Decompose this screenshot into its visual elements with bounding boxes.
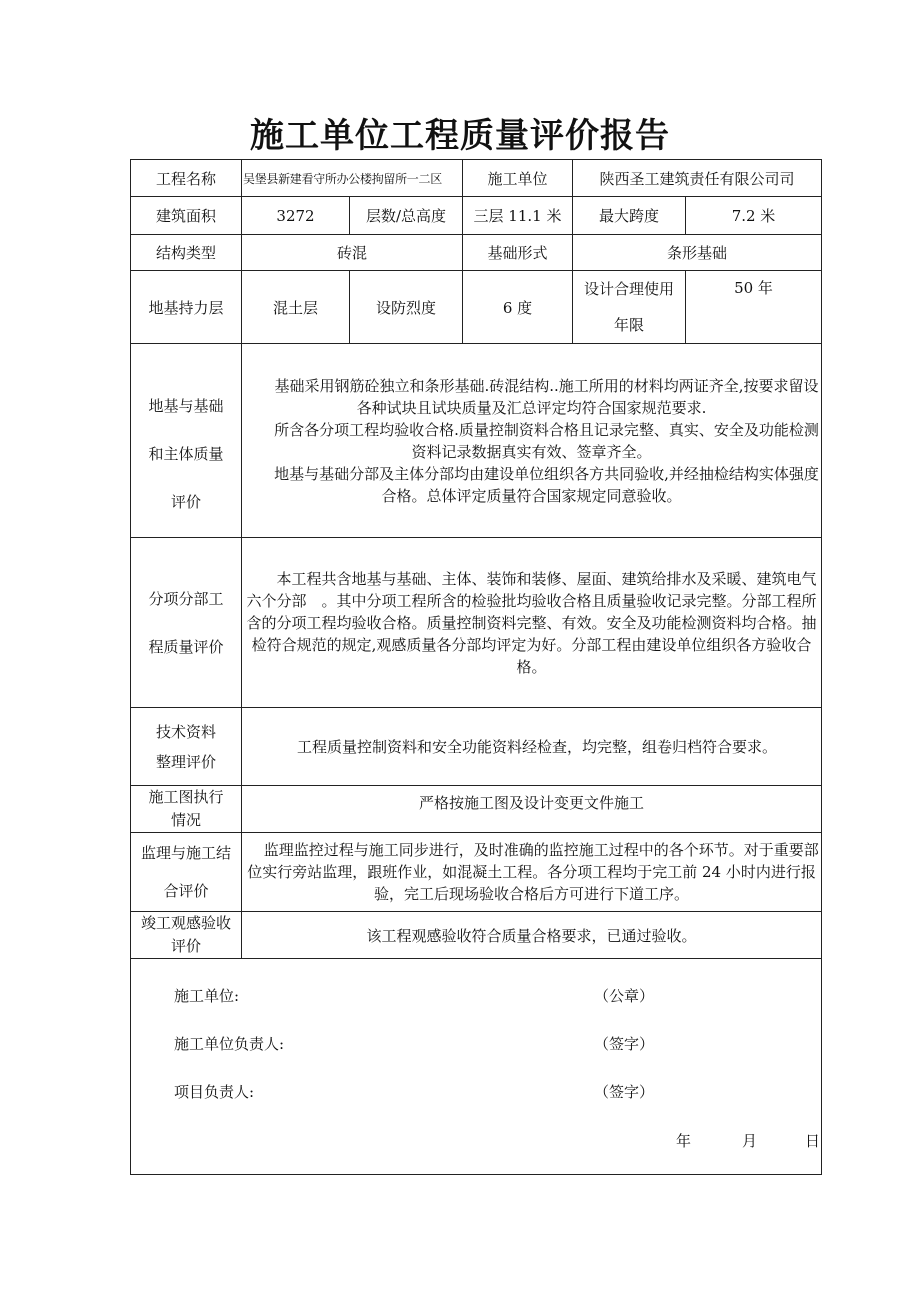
foundation-eval-paragraph: 所含各分项工程均验收合格.质量控制资料合格且记录完整、真实、安全及功能检测资料记录数据真实有效、签章齐全。 [274,420,819,461]
contractor-manager-label: 施工单位负责人: [174,1035,285,1053]
subitem-eval-label [131,538,242,708]
foundation-eval-label-line2: 和主体质量 [148,444,224,463]
area-value: 3272 [242,197,350,235]
contractor-manager-signature: （签字） [594,1035,655,1053]
structure-label: 结构类型 [131,235,242,271]
span-value: 7.2 米 [686,197,822,235]
drawing-exec-label [131,786,242,833]
design-life-label-line1: 设计合理使用 [583,280,674,298]
signature-block [131,959,822,1175]
tech-docs-label-line2: 整理评价 [155,752,216,771]
supervision-label-line1: 监理与施工结 [140,844,231,862]
supervision-text [242,833,822,912]
completion-label-line2: 评价 [170,937,201,955]
supervision-label-line2: 合评价 [163,882,209,900]
drawing-exec-text: 严格按施工图及设计变更文件施工 [242,786,822,833]
area-label: 建筑面积 [131,197,242,235]
subitem-eval-paragraph: 本工程共含地基与基础、主体、装饰和装修、屋面、建筑给排水及采暖、建筑电气六个分部 。其中分项工程所含的检验批均验收合格且质量验收记录完整。分部工程所含的分项工程均验收合格。质量控制资料完整、有效。安全及功能检测资料均合格。抽检符合规范的规定,观感质量各分部均评定为好。分部工程由建设单位组织各方验收合格。 [246,569,817,676]
tech-docs-text: 工程质量控制资料和安全功能资料经检查，均完整，组卷归档符合要求。 [242,708,822,786]
structure-value: 砖混 [242,235,463,271]
date-year: 年 [676,1132,692,1150]
date-line [131,1130,822,1152]
date-day: 日 [805,1132,821,1150]
subitem-eval-label-line2: 程质量评价 [148,637,224,656]
contractor-seal-mark: （公章） [594,987,655,1005]
foundation-eval-label-line1: 地基与基础 [148,396,224,415]
foundation-label: 基础形式 [463,235,573,271]
foundation-eval-text [242,344,822,538]
contractor-label: 施工单位 [463,160,573,197]
design-life-label-line2: 年限 [613,316,644,334]
project-manager-label: 项目负责人: [174,1083,255,1101]
date-month: 月 [742,1132,758,1150]
tech-docs-label-line1: 技术资料 [155,722,216,741]
seismic-value: 6 度 [463,271,573,344]
foundation-eval-label [131,344,242,538]
supervision-label [131,833,242,912]
subitem-eval-label-line1: 分项分部工 [148,589,224,608]
span-label: 最大跨度 [573,197,686,235]
seismic-label: 设防烈度 [350,271,463,344]
foundation-eval-label-line3: 评价 [170,492,201,511]
project-name-label: 工程名称 [131,160,242,197]
foundation-eval-paragraph: 基础采用钢筋砼独立和条形基础.砖混结构..施工所用的材料均两证齐全,按要求留设各种试块且试块质量及汇总评定均符合国家规范要求. [274,376,819,417]
completion-text: 该工程观感验收符合质量合格要求，已通过验收。 [242,912,822,959]
completion-label-line1: 竣工观感验收 [140,914,231,932]
tech-docs-label [131,708,242,786]
design-life-label [573,271,686,344]
supervision-paragraph: 监理监控过程与施工同步进行，及时准确的监控施工过程中的各个环节。对于重要部位实行旁站监理，跟班作业，如混凝土工程。各分项工程均于完工前 24 小时内进行报验，完工后现场验收合格后方可进行下道工序。 [247,841,819,903]
foundation-eval-paragraph: 地基与基础分部及主体分部均由建设单位组织各方共同验收,并经抽检结构实体强度合格。总体评定质量符合国家规定同意验收。 [274,464,819,505]
completion-label [131,912,242,959]
contractor-seal-label: 施工单位: [174,987,240,1005]
foundation-value: 条形基础 [573,235,822,271]
bearing-value: 混土层 [242,271,350,344]
evaluation-form [130,159,822,1175]
contractor-value: 陕西圣工建筑责任有限公司司 [573,160,822,197]
subitem-eval-text [242,538,822,708]
design-life-value: 50 年 [686,271,822,344]
page-title: 施工单位工程质量评价报告 [250,116,670,156]
bearing-label: 地基持力层 [131,271,242,344]
floors-label: 层数/总高度 [350,197,463,235]
drawing-exec-label-line1: 施工图执行 [148,788,224,806]
drawing-exec-label-line2: 情况 [170,811,201,829]
project-name-value: 吴堡县新建看守所办公楼拘留所一二区 [242,160,463,197]
floors-value: 三层 11.1 米 [463,197,573,235]
project-manager-signature: （签字） [594,1083,655,1101]
